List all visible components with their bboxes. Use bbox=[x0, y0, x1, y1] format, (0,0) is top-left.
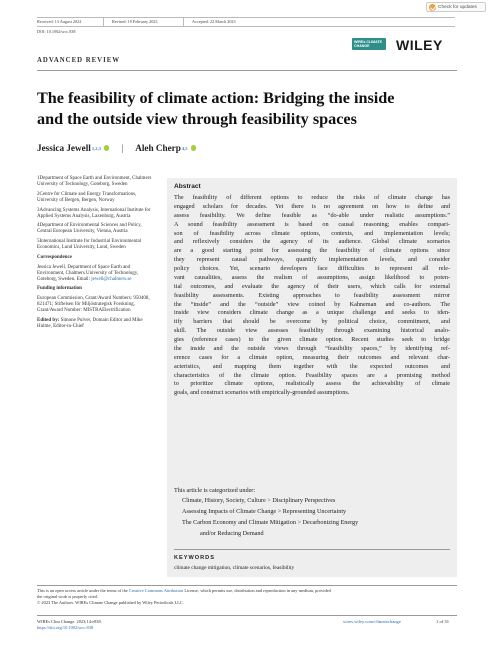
abstract-line: acteristics, and mapping them together with the expected outcomes and bbox=[174, 362, 450, 370]
author-name[interactable]: Jessica Jewell bbox=[37, 143, 91, 153]
category-item-continued[interactable]: and/or Reducing Demand bbox=[200, 530, 264, 537]
abstract-line: characteristics of the climate option. Feasibility spaces are a promising method bbox=[174, 371, 450, 379]
funding-heading: Funding information bbox=[37, 286, 82, 292]
author-separator: | bbox=[121, 143, 124, 153]
email-label: Email: bbox=[76, 276, 90, 282]
author-affiliation-marks: 1,2,3 bbox=[91, 145, 101, 151]
license-text: This is an open access article under the terms of the bbox=[37, 588, 128, 593]
abstract-line: goals, and construct scenarios with empirically-grounded assumptions. bbox=[174, 389, 350, 397]
abstract-line: erence cases for a climate option, measuring their outcomes and relevant char- bbox=[174, 353, 450, 361]
abstract-line: inside view considers climate change as a unique challenge and seeks to iden- bbox=[174, 309, 450, 317]
abstract-line: skill. The outside view assesses feasibility through examining historical analo- bbox=[174, 327, 450, 335]
title-line: and the outside view through feasibility spaces bbox=[37, 110, 357, 128]
affiliations-sidebar bbox=[37, 176, 157, 334]
wires-logo: WIREs CLIMATE CHANGE bbox=[352, 38, 386, 50]
funding-text: European Commission, Grant/Award Numbers: 950408, 821471; Stiftelsen för Miljöstrategisk Forskning, Grant/Award Number: MISTRAElectrification bbox=[37, 296, 150, 314]
keywords-heading: KEYWORDS bbox=[174, 555, 215, 561]
license-notice bbox=[37, 588, 457, 605]
orcid-icon[interactable] bbox=[104, 145, 110, 151]
check-for-updates-label: Check for updates bbox=[438, 4, 477, 10]
correspondence-text bbox=[37, 265, 157, 283]
header-mid-rule bbox=[37, 26, 455, 27]
email-link[interactable]: jewell@chalmers.se bbox=[91, 276, 132, 282]
category-item[interactable]: The Carbon Economy and Climate Mitigation > Decarbonizing Energy bbox=[182, 519, 359, 526]
correspondence-address: Jessica Jewell, Department of Space Earth and Environment, Chalmers University of Technology, Goteborg, Sweden. bbox=[37, 264, 139, 282]
abstract-text bbox=[174, 194, 450, 398]
header-top-rule bbox=[37, 17, 455, 18]
edited-by-text: Simone Pulver, Domain Editor and Mike Hulme, Editor-in-Chief bbox=[37, 318, 143, 330]
affiliation: 4Department of Environmental Sciences and Policy, Central European University, Vienna, Austria bbox=[37, 223, 142, 235]
date-divider bbox=[183, 18, 184, 26]
section-label: ADVANCED REVIEW bbox=[37, 57, 121, 64]
license-text: the original work is properly cited. bbox=[37, 593, 98, 599]
license-text: License, which permits use, distribution and reproduction in any medium, provided bbox=[184, 588, 331, 593]
abstract-line: and reflexively considers the agency of its audience. Global climate scenarios bbox=[174, 238, 450, 246]
abstract-line: they represent causal pathways, quantify implementation levels, and consider bbox=[174, 256, 450, 264]
keywords-text: climate change mitigation, climate scenarios, feasibility bbox=[174, 565, 295, 571]
check-for-updates-badge[interactable] bbox=[426, 2, 486, 12]
abstract-line: gies (reference cases) to the given climate option. Recent studies seek to bridge bbox=[174, 336, 450, 343]
orcid-icon[interactable] bbox=[191, 145, 197, 151]
correspondence-heading: Correspondence bbox=[37, 254, 72, 260]
abstract-line: vant causalities, assess the realism of assumptions, assign likelihood to poten- bbox=[174, 273, 450, 281]
author-list bbox=[37, 143, 196, 153]
abstract-line: the “inside” and the “outside” view coined by Kahneman and co-authors. The bbox=[174, 300, 450, 308]
accepted-date: Accepted: 22 March 2023 bbox=[192, 19, 236, 24]
edited-by-label: Edited by: bbox=[37, 318, 60, 324]
affiliation: 5International Institute for Industrial Environmental Economics, Lund University, Lund, Sweden bbox=[37, 239, 142, 251]
author-affiliation-marks: 4,5 bbox=[181, 145, 188, 151]
journal-citation bbox=[37, 619, 102, 631]
article-doi[interactable]: DOI: 10.1002/wcc.838 bbox=[37, 29, 76, 34]
author-name[interactable]: Aleh Cherp bbox=[135, 143, 181, 153]
edited-by bbox=[37, 318, 157, 330]
revised-date: Revised: 19 February 2023 bbox=[112, 19, 158, 24]
category-item[interactable]: Climate, History, Society, Culture > Disciplinary Perspectives bbox=[182, 497, 336, 504]
journal-line: WIREs Clim Change. 2023;14:e838. bbox=[37, 619, 102, 624]
license-link[interactable]: Creative Commons Attribution bbox=[128, 588, 184, 593]
abstract-line: tify barriers that should be overcome by political choice, commitment, and bbox=[174, 318, 450, 326]
footer-rule bbox=[37, 585, 457, 586]
copyright-text: © 2023 The Authors. WIREs Climate Change published by Wiley Periodicals LLC. bbox=[37, 599, 184, 605]
date-divider bbox=[103, 18, 104, 26]
doi-link[interactable]: https://doi.org/10.1002/wcc.838 bbox=[37, 624, 94, 630]
article-title bbox=[37, 88, 457, 130]
journal-site-link[interactable]: wires.wiley.com/climatechange bbox=[343, 619, 401, 624]
affiliation: 3Advancing Systems Analysis, International Institute for Applied Systems Analysis, Laxenburg, Austria bbox=[37, 207, 151, 219]
footer-bottom-rule bbox=[37, 615, 457, 616]
abstract-line: A sound feasibility assessment is based on causal reasoning; enables compari- bbox=[174, 220, 450, 228]
wiley-logo: WILEY bbox=[396, 37, 443, 53]
page-number: 1 of 31 bbox=[436, 619, 450, 624]
received-date: Received: 13 August 2022 bbox=[37, 19, 82, 24]
abstract-line: The feasibility of different options to reduce the risks of climate change has bbox=[174, 194, 450, 201]
abstract-line: assess feasibility. We define feasible as “do-able under realistic assumptions.” bbox=[174, 211, 450, 219]
abstract-line: engaged scholars for decades. Yet there is no agreement on how to define and bbox=[174, 202, 450, 210]
category-item[interactable]: Assessing Impacts of Climate Change > Representing Uncertainty bbox=[182, 508, 347, 515]
title-line: The feasibility of climate action: Bridging the inside bbox=[37, 89, 395, 107]
abstract-line: are a good starting point for assessing the feasibility of climate options since bbox=[174, 247, 450, 255]
abstract-line: to prioritize climate options, realistically assess the achievability of climate bbox=[174, 380, 450, 388]
abstract-line: the inside and the outside views through “feasibility spaces,” by identifying ref- bbox=[174, 344, 450, 352]
keywords-rule bbox=[174, 549, 450, 550]
abstract-line: policy choices. Yet, scenario developers face difficulties to represent all rele- bbox=[174, 265, 450, 272]
affiliation: 1Department of Space Earth and Environment, Chalmers University of Technology, Goteborg, Sweden bbox=[37, 176, 152, 188]
affiliation: 2Centre for Climate and Energy Transformations, University of Bergen, Bergen, Norway bbox=[37, 191, 137, 203]
abstract-line: feasibility assessments. Existing approaches to feasibility assessment mirror bbox=[174, 291, 450, 299]
abstract-line: tial outcomes, and evaluate the agency of their users, which calls for external bbox=[174, 282, 450, 290]
abstract-heading: Abstract bbox=[174, 183, 201, 190]
section-rule bbox=[37, 70, 457, 71]
abstract-line: son of feasibility across climate options, contexts, and implementation levels; bbox=[174, 229, 450, 237]
categorized-intro: This article is categorized under: bbox=[174, 487, 256, 494]
check-icon bbox=[429, 4, 436, 11]
